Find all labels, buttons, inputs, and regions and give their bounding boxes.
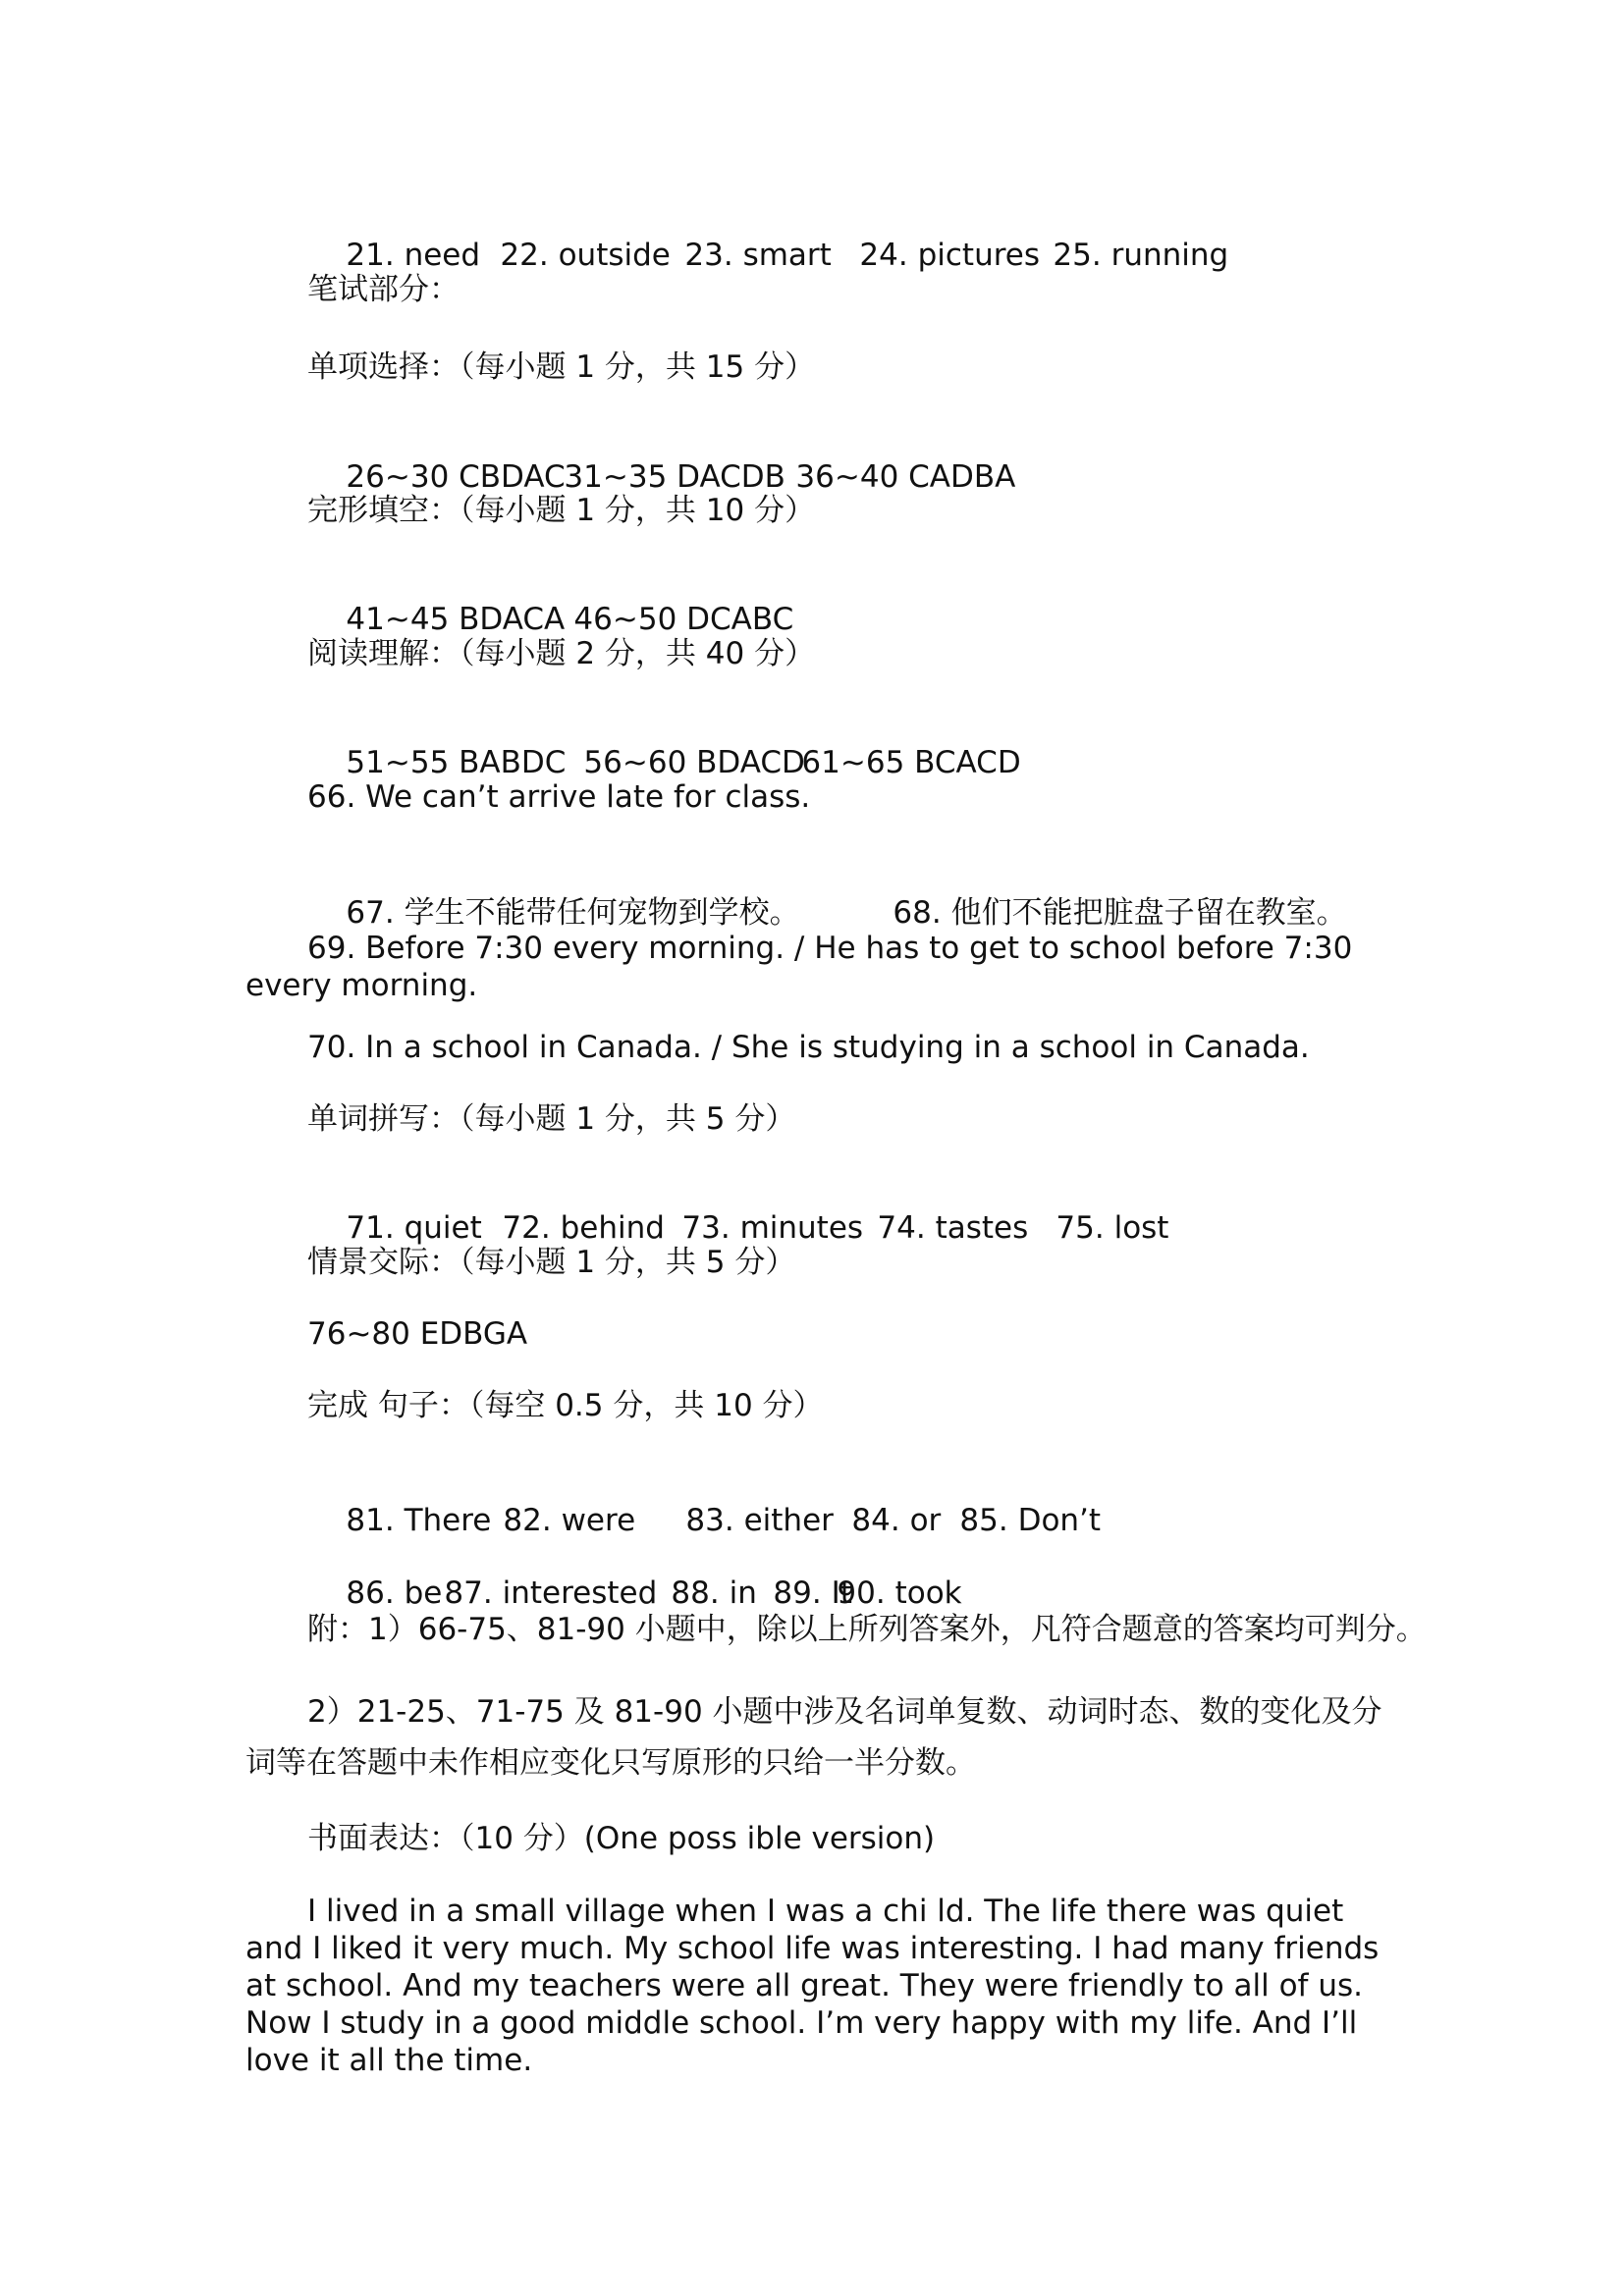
dialogue-heading: 情景交际：（每小题 1 分，共 5 分）: [307, 1245, 796, 1280]
answer-group: 51~55 BABDC: [346, 745, 567, 780]
answer-66: 66. We can’t arrive late for class.: [307, 779, 811, 815]
writing-essay: I lived in a small village when I was a chi ld. The life there was quiet and I liked it very much. My school life was interesting. I had many friends at school. And my teachers were all great. They were friendly to all of us. Now I study in a good middle school. I’m very happy with my life. And I’ll love it all the time.: [245, 1894, 1380, 2078]
answer-item: 22. outside: [500, 238, 671, 273]
answer-item: 24. pictures: [859, 238, 1040, 273]
single-choice-heading: 单项选择：（每小题 1 分，共 15 分）: [307, 349, 816, 385]
answer-item: 23. smart: [684, 238, 832, 273]
answer-item: 82. were: [503, 1503, 636, 1538]
answer-item: 90. took: [837, 1575, 962, 1611]
answer-item: 87. interested: [444, 1575, 658, 1611]
answer-item: 83. either: [685, 1503, 834, 1538]
dialogue-answers: 76~80 EDBGA: [307, 1316, 528, 1352]
answer-69: 69. Before 7:30 every morning. / He has to get to school before 7:30 every morning.: [245, 931, 1353, 1003]
answer-group: 41~45 BDACA: [346, 602, 566, 637]
answer-item: 88. in: [671, 1575, 757, 1611]
note-2: 2）21-25、71-75 及 81-90 小题中涉及名词单复数、动词时态、数的变化及分词等在答题中未作相应变化只写原形的只给一半分数。: [245, 1694, 1382, 1781]
answer-item: 25. running: [1053, 238, 1229, 273]
answer-group: 26~30 CBDAC: [346, 459, 566, 495]
answer-item: 71. quiet: [346, 1210, 482, 1246]
answer-group: 46~50 DCABC: [573, 602, 794, 637]
note-1: 附：1）66-75、81-90 小题中，除以上所列答案外，凡符合题意的答案均可判分。: [307, 1612, 1427, 1647]
cloze-heading: 完形填空：（每小题 1 分，共 10 分）: [307, 493, 816, 528]
answer-item: 21. need: [346, 238, 481, 273]
answer-item: 85. Don’t: [959, 1503, 1102, 1538]
answer-item: 84. or: [851, 1503, 942, 1538]
reading-heading: 阅读理解：（每小题 2 分，共 40 分）: [307, 636, 816, 671]
answer-item: 89. It: [773, 1575, 852, 1611]
answer-item: 72. behind: [502, 1210, 665, 1246]
answer-group: 61~65 BCACD: [801, 745, 1021, 780]
answer-group: 31~35 DACDB: [564, 459, 785, 495]
answer-70: 70. In a school in Canada. / She is studying in a school in Canada.: [307, 1030, 1310, 1065]
answer-item: 73. minutes: [681, 1210, 864, 1246]
answer-67: 67. 学生不能带任何宠物到学校。: [346, 895, 800, 931]
writing-heading: 书面表达：（10 分）(One poss ible version): [307, 1821, 936, 1856]
answer-item: 74. tastes: [877, 1210, 1029, 1246]
answer-68: 68. 他们不能把脏盘子留在教室。: [893, 895, 1347, 931]
written-section-heading: 笔试部分：: [307, 272, 460, 307]
answer-item: 86. be: [346, 1575, 443, 1611]
sentences-heading: 完成 句子：（每空 0.5 分，共 10 分）: [307, 1388, 824, 1423]
spelling-heading: 单词拼写：（每小题 1 分，共 5 分）: [307, 1101, 796, 1137]
answer-item: 81. There: [346, 1503, 492, 1538]
answer-group: 56~60 BDACD: [583, 745, 805, 780]
answer-group: 36~40 CADBA: [795, 459, 1016, 495]
answer-item: 75. lost: [1056, 1210, 1169, 1246]
